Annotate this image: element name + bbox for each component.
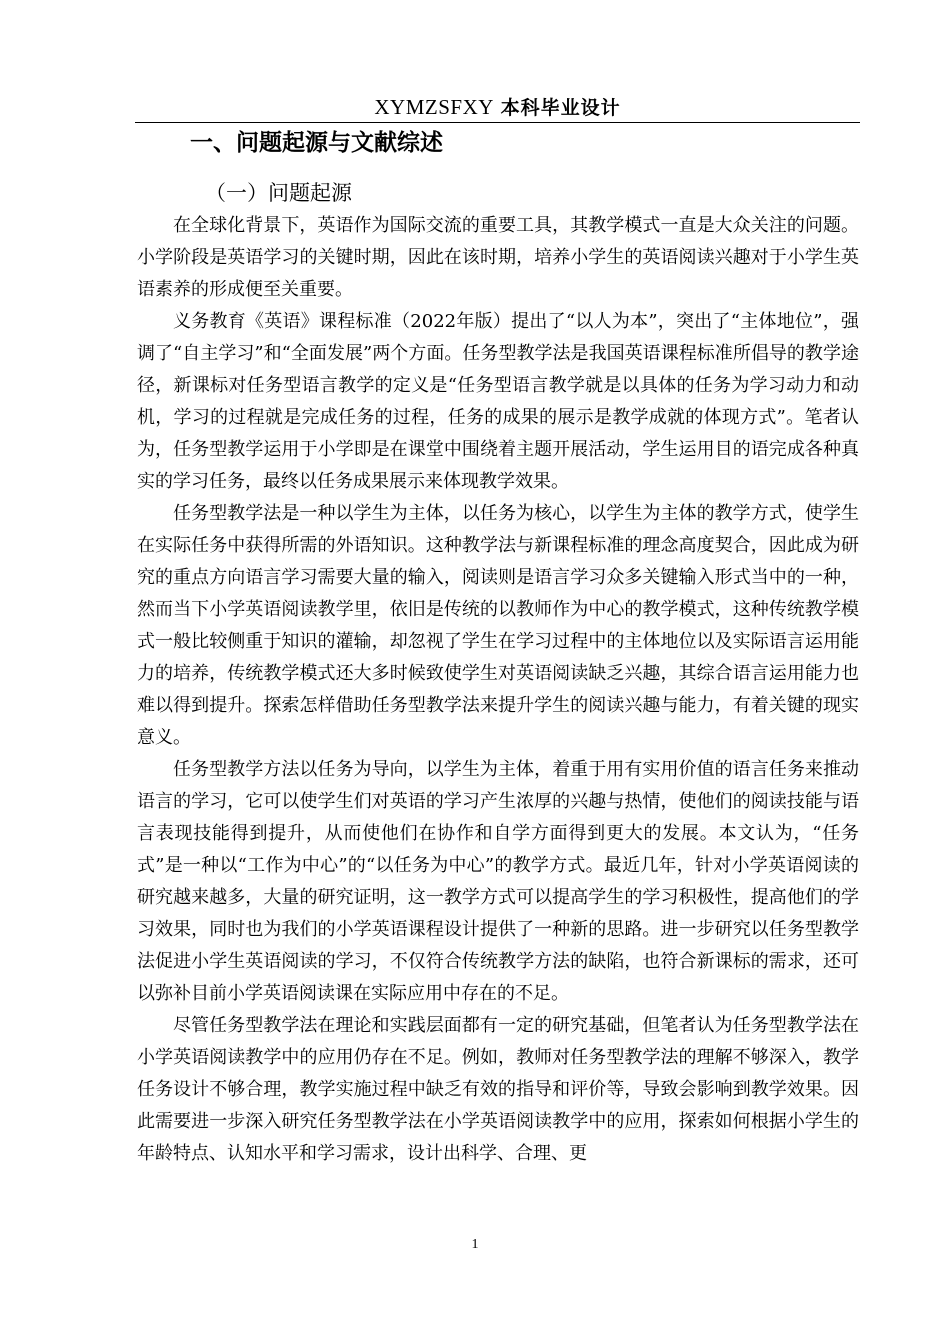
- paragraph-2: 义务教育《英语》课程标准（2022年版）提出了“以人为本”，突出了“主体地位”，强调了“自主学习”和“全面发展”两个方面。任务型教学法是我国英语课程标准所倡导的教学途径，新课标对任务型语言教学的定义是“任务型语言教学就是以具体的任务为学习动力和动机，学习的过程就是完成任务的过程，任务的成果的展示是教学成就的体现方式”。笔者认为，任务型教学运用于小学即是在课堂中围绕着主题开展活动，学生运用目的语完成各种真实的学习任务，最终以任务成果展示来体现教学效果。: [137, 311, 859, 492]
- body-text: [137, 210, 859, 1170]
- header-title-zh: 本科毕业设计: [500, 97, 621, 119]
- header-title-en: XYMZSFXY: [374, 95, 494, 119]
- paragraph-5: 尽管任务型教学法在理论和实践层面都有一定的研究基础，但笔者认为任务型教学法在小学英语阅读教学中的应用仍存在不足。例如，教师对任务型教学法的理解不够深入，教学任务设计不够合理，教学实施过程中缺乏有效的指导和评价等，导致会影响到教学效果。因此需要进一步深入研究任务型教学法在小学英语阅读教学中的应用，探索如何根据小学生的年龄特点、认知水平和学习需求，设计出科学、合理、更: [137, 1015, 859, 1164]
- subsection-heading: （一）问题起源: [205, 181, 352, 205]
- paragraph-3: 任务型教学法是一种以学生为主体，以任务为核心，以学生为主体的教学方式，使学生在实际任务中获得所需的外语知识。这种教学法与新课程标准的理念高度契合，因此成为研究的重点方向语言学习需要大量的输入，阅读则是语言学习众多关键输入形式当中的一种，然而当下小学英语阅读教学里，依旧是传统的以教师作为中心的教学模式，这种传统教学模式一般比较侧重于知识的灌输，却忽视了学生在学习过程中的主体地位以及实际语言运用能力的培养，传统教学模式还大多时候致使学生对英语阅读缺乏兴趣，其综合语言运用能力也难以得到提升。探索怎样借助任务型教学法来提升学生的阅读兴趣与能力，有着关键的现实意义。: [137, 503, 859, 748]
- paragraph-1: 在全球化背景下，英语作为国际交流的重要工具，其教学模式一直是大众关注的问题。小学阶段是英语学习的关键时期，因此在该时期，培养小学生的英语阅读兴趣对于小学生英语素养的形成便至关重要。: [137, 215, 859, 300]
- paragraph-4: 任务型教学方法以任务为导向，以学生为主体，着重于用有实用价值的语言任务来推动语言的学习，它可以使学生们对英语的学习产生浓厚的兴趣与热情，使他们的阅读技能与语言表现技能得到提升，从而使他们在协作和自学方面得到更大的发展。本文认为，“任务式”是一种以“工作为中心”的“以任务为中心”的教学方式。最近几年，针对小学英语阅读的研究越来越多，大量的研究证明，这一教学方式可以提高学生的学习积极性，提高他们的学习效果，同时也为我们的小学英语课程设计提供了一种新的思路。进一步研究以任务型教学法促进小学生英语阅读的学习，不仅符合传统教学方法的缺陷，也符合新课标的需求，还可以弥补目前小学英语阅读课在实际应用中存在的不足。: [137, 759, 859, 1004]
- page-header: [135, 92, 860, 123]
- page-number: 1: [471, 1237, 479, 1252]
- section-heading: 一、问题起源与文献综述: [190, 130, 443, 156]
